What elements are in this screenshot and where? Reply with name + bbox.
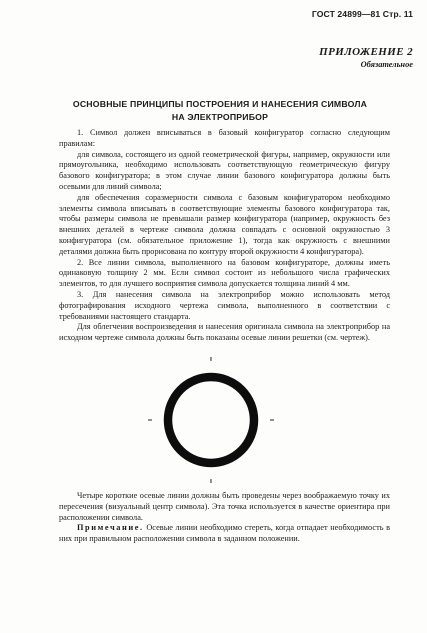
- appendix-title: ПРИЛОЖЕНИЕ 2: [319, 46, 413, 58]
- symbol-circle: [168, 377, 254, 463]
- paragraph-rule-1: 1. Символ должен вписываться в базовый конфигуратор согласно следующим правилам:: [59, 128, 390, 148]
- paragraph-center-point: Четыре короткие осевые линии должны быть проведены через воображаемую точку их пересечения (визуальный центр символа). Эта точка используется в качестве ориентира при расположении символа.: [59, 491, 390, 522]
- note-paragraph: [59, 523, 390, 545]
- paragraph-axis-lines: Для облегчения воспроизведения и нанесения оригинала символа на электроприбор на исходном чертеже символа должны быть показаны осевые линии решетки (см. чертеж).: [59, 322, 390, 343]
- body-text-main: [59, 128, 390, 344]
- paragraph-single-figure: для символа, состоящего из одной геометрической фигуры, например, окружности или прямоугольника, необходимо использовать соответствующую геометрическую фигуру базового конфигуратора; в этом случае линии базового конфигуратора должны быть осевыми для линий символа;: [59, 149, 390, 191]
- paragraph-proportion: для обеспечения соразмерности символа с базовым конфигуратором необходимо элементы символа вписывать в соответствующие элементы базового конфигуратора так, чтобы размеры символа не превышали размер конфигуратора (например, окружность без внешних деталей в чертеже символа должна совпадать с основной окружностью 3 конфигуратора (см. обязательное приложение 1), тогда как окружность с внешними деталями должна быть прорисована по контуру второй окружности 4 конфигуратора).: [59, 192, 390, 256]
- section-title-line-1: ОСНОВНЫЕ ПРИНЦИПЫ ПОСТРОЕНИЯ И НАНЕСЕНИЯ СИМВОЛА: [72, 99, 368, 109]
- paragraph-rule-2: 2. Все линии символа, выполненного на базовом конфигураторе, должны иметь одинаковую толщину 2 мм. Если символ состоит из небольшого числа графических элементов, то для лучшего восприятия символа допускается толщина линий 4 мм.: [59, 257, 390, 289]
- body-text-after-figure: [59, 491, 390, 545]
- page-header: ГОСТ 24899—81 Стр. 11: [311, 9, 413, 19]
- note-text: Осевые линии необходимо стереть, когда отпадает необходимость в них при правильном расположении символа в заданном положении.: [59, 523, 390, 544]
- section-title: [70, 98, 370, 124]
- symbol-drawing: [148, 357, 274, 483]
- section-title-line-2: НА ЭЛЕКТРОПРИБОР: [171, 112, 269, 122]
- appendix-status: Обязательное: [360, 60, 413, 69]
- paragraph-rule-3: 3. Для нанесения символа на электроприбор можно использовать метод фотографирования исходного чертежа символа, выполненного в соответствии с требованиями настоящего стандарта.: [59, 289, 390, 321]
- note-label: Примечание.: [77, 523, 144, 533]
